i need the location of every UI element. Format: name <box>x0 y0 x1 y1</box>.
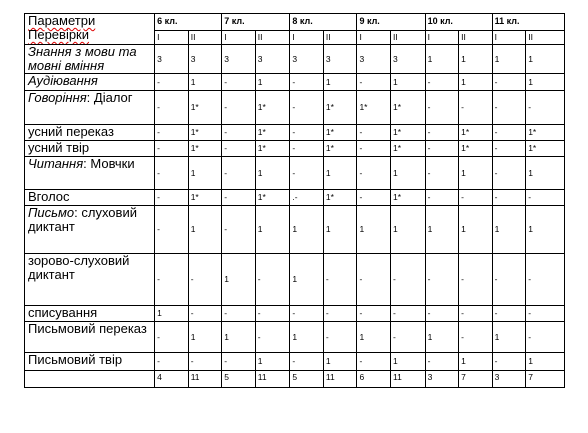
value-cell: 3 <box>255 45 290 74</box>
value-cell: - <box>222 91 256 125</box>
value-cell: 1 <box>492 45 526 74</box>
table-row <box>25 206 565 254</box>
value-cell: 1 <box>425 206 459 254</box>
value-cell: 1 <box>255 353 290 371</box>
value-cell: 3 <box>323 45 357 74</box>
value-cell: - <box>222 157 256 190</box>
param-header-label: Параметри Перевірки <box>28 13 96 42</box>
value-cell: 1 <box>222 254 256 306</box>
test-parameters-table <box>24 13 565 388</box>
value-cell: - <box>391 306 426 322</box>
semester-header-cell: I <box>155 31 189 45</box>
value-cell: - <box>492 353 526 371</box>
value-cell: - <box>492 254 526 306</box>
semester-header-cell: II <box>323 31 357 45</box>
value-cell: - <box>459 254 493 306</box>
table-row <box>25 141 565 157</box>
value-cell: 1 <box>459 206 493 254</box>
value-cell: - <box>155 322 189 353</box>
value-cell: 1* <box>357 91 391 125</box>
value-cell: - <box>155 353 189 371</box>
value-cell: - <box>425 157 459 190</box>
value-cell: - <box>222 190 256 206</box>
value-cell: - <box>290 306 324 322</box>
row-label <box>25 371 155 388</box>
value-cell: 1 <box>492 322 526 353</box>
value-cell: - <box>255 306 290 322</box>
value-cell: - <box>459 322 493 353</box>
value-cell: 1* <box>323 190 357 206</box>
value-cell: - <box>188 353 222 371</box>
grade-8-header: 8 кл. <box>290 14 357 31</box>
value-cell: - <box>492 91 526 125</box>
row-label <box>25 254 155 306</box>
value-cell: - <box>155 190 189 206</box>
total-cell: 5 <box>290 371 324 388</box>
value-cell: - <box>526 254 565 306</box>
table-row <box>25 91 565 125</box>
value-cell: 1* <box>255 190 290 206</box>
semester-header-cell: I <box>425 31 459 45</box>
total-cell: 11 <box>255 371 290 388</box>
table-row <box>25 322 565 353</box>
value-cell: 1* <box>459 125 493 141</box>
value-cell: 1 <box>526 74 565 91</box>
value-cell: 1 <box>323 157 357 190</box>
row-label-text: Письмовий переказ <box>28 321 147 336</box>
value-cell: - <box>290 141 324 157</box>
value-cell: 1 <box>459 45 493 74</box>
value-cell: - <box>357 157 391 190</box>
value-cell: 1 <box>459 74 493 91</box>
value-cell: - <box>492 74 526 91</box>
value-cell: 1 <box>222 322 256 353</box>
value-cell: - <box>222 353 256 371</box>
value-cell: 1 <box>323 206 357 254</box>
semester-header-cell: II <box>255 31 290 45</box>
row-label-text: Аудіювання <box>28 73 98 88</box>
total-cell: 7 <box>459 371 493 388</box>
value-cell: - <box>357 125 391 141</box>
value-cell: - <box>323 322 357 353</box>
table-row <box>25 371 565 388</box>
row-label-text: усний переказ <box>28 124 114 139</box>
value-cell: 1 <box>188 74 222 91</box>
value-cell: - <box>357 74 391 91</box>
value-cell: 1 <box>290 206 324 254</box>
value-cell: - <box>425 125 459 141</box>
value-cell: 3 <box>357 45 391 74</box>
value-cell: 1 <box>425 322 459 353</box>
semester-header-cell: I <box>222 31 256 45</box>
value-cell: 1* <box>323 125 357 141</box>
value-cell: 1 <box>391 157 426 190</box>
row-label <box>25 190 155 206</box>
value-cell: - <box>357 141 391 157</box>
row-label <box>25 91 155 125</box>
value-cell: 3 <box>222 45 256 74</box>
param-header-cell <box>25 14 155 45</box>
value-cell: - <box>492 306 526 322</box>
value-cell: - <box>255 322 290 353</box>
table-row <box>25 353 565 371</box>
total-cell: 11 <box>188 371 222 388</box>
value-cell: 3 <box>155 45 189 74</box>
value-cell: - <box>526 306 565 322</box>
total-cell: 5 <box>222 371 256 388</box>
semester-header-cell: II <box>188 31 222 45</box>
semester-header-cell: I <box>290 31 324 45</box>
value-cell: 1* <box>188 125 222 141</box>
value-cell: 1 <box>526 206 565 254</box>
total-cell: 4 <box>155 371 189 388</box>
semester-header-cell: II <box>391 31 426 45</box>
value-cell: 1 <box>391 74 426 91</box>
value-cell: 1* <box>255 125 290 141</box>
table-row <box>25 125 565 141</box>
table-row <box>25 306 565 322</box>
row-label <box>25 206 155 254</box>
row-label <box>25 125 155 141</box>
row-label <box>25 306 155 322</box>
total-cell: 11 <box>391 371 426 388</box>
row-label-text: Вголос <box>28 189 70 204</box>
value-cell: - <box>290 74 324 91</box>
value-cell: - <box>492 125 526 141</box>
grade-6-header: 6 кл. <box>155 14 222 31</box>
row-label-text: Говоріння <box>28 90 87 105</box>
row-label-text: Читання <box>28 156 84 171</box>
total-cell: 7 <box>526 371 565 388</box>
value-cell: 1 <box>290 322 324 353</box>
value-cell: - <box>526 91 565 125</box>
row-label-text: зорово-слуховий диктант <box>28 253 130 282</box>
value-cell: 3 <box>188 45 222 74</box>
value-cell: - <box>222 74 256 91</box>
row-label <box>25 74 155 91</box>
row-label <box>25 45 155 74</box>
value-cell: 1* <box>526 125 565 141</box>
semester-header-cell: I <box>492 31 526 45</box>
value-cell: 1 <box>459 157 493 190</box>
value-cell: - <box>222 306 256 322</box>
value-cell: 1 <box>526 45 565 74</box>
value-cell: - <box>425 353 459 371</box>
value-cell: 1 <box>357 322 391 353</box>
value-cell: - <box>290 157 324 190</box>
value-cell: - <box>255 254 290 306</box>
grade-9-header: 9 кл. <box>357 14 425 31</box>
grade-10-header: 10 кл. <box>425 14 492 31</box>
value-cell: 1 <box>255 157 290 190</box>
total-cell: 6 <box>357 371 391 388</box>
value-cell: - <box>357 353 391 371</box>
value-cell: - <box>459 190 493 206</box>
row-label-text: списування <box>28 305 98 320</box>
value-cell: - <box>155 254 189 306</box>
value-cell: 1 <box>188 206 222 254</box>
value-cell: - <box>188 306 222 322</box>
row-label <box>25 157 155 190</box>
value-cell: - <box>526 322 565 353</box>
value-cell: 1* <box>323 91 357 125</box>
value-cell: - <box>357 190 391 206</box>
total-cell: 11 <box>323 371 357 388</box>
semester-header-cell: II <box>459 31 493 45</box>
value-cell: - <box>425 141 459 157</box>
value-cell: - <box>492 190 526 206</box>
value-cell: 1* <box>188 91 222 125</box>
table-row <box>25 157 565 190</box>
value-cell: 1 <box>391 353 426 371</box>
value-cell: 1 <box>323 353 357 371</box>
value-cell: 1* <box>391 141 426 157</box>
value-cell: 1 <box>255 206 290 254</box>
row-label-text: : Мовчки <box>83 156 135 171</box>
value-cell: - <box>492 141 526 157</box>
value-cell: - <box>526 190 565 206</box>
value-cell: - <box>425 91 459 125</box>
value-cell: 1* <box>188 190 222 206</box>
value-cell: 1* <box>255 91 290 125</box>
value-cell: 1 <box>155 306 189 322</box>
total-cell: 3 <box>492 371 526 388</box>
value-cell: 1* <box>391 125 426 141</box>
value-cell: - <box>357 254 391 306</box>
row-label-text: Знання з мови та мовні вміння <box>28 44 137 73</box>
semester-header-cell: I <box>357 31 391 45</box>
value-cell: 1* <box>255 141 290 157</box>
value-cell: - <box>188 254 222 306</box>
value-cell: - <box>155 141 189 157</box>
value-cell: - <box>425 254 459 306</box>
value-cell: - <box>459 306 493 322</box>
value-cell: - <box>290 91 324 125</box>
value-cell: - <box>492 157 526 190</box>
table-row <box>25 190 565 206</box>
total-cell: 3 <box>425 371 459 388</box>
value-cell: - <box>222 125 256 141</box>
value-cell: - <box>425 190 459 206</box>
value-cell: 1* <box>188 141 222 157</box>
value-cell: 1 <box>526 157 565 190</box>
value-cell: 3 <box>290 45 324 74</box>
value-cell: 1 <box>425 45 459 74</box>
value-cell: - <box>290 125 324 141</box>
value-cell: 1 <box>391 206 426 254</box>
grade-7-header: 7 кл. <box>222 14 290 31</box>
value-cell: - <box>357 306 391 322</box>
grade-11-header: 11 кл. <box>492 14 564 31</box>
row-label-text: усний твір <box>28 140 90 155</box>
value-cell: - <box>391 322 426 353</box>
row-label-text: Письмо <box>28 205 75 220</box>
value-cell: - <box>155 125 189 141</box>
value-cell: 1* <box>391 190 426 206</box>
grade-header-row <box>25 14 565 31</box>
value-cell: - <box>323 254 357 306</box>
value-cell: 3 <box>391 45 426 74</box>
semester-header-cell: II <box>526 31 565 45</box>
row-label-text: Письмовий твір <box>28 352 123 367</box>
value-cell: 1* <box>323 141 357 157</box>
table-row <box>25 74 565 91</box>
value-cell: - <box>155 206 189 254</box>
row-label <box>25 322 155 353</box>
value-cell: 1* <box>526 141 565 157</box>
value-cell: .- <box>290 190 324 206</box>
row-label-text: : Діалог <box>86 90 133 105</box>
value-cell: - <box>425 74 459 91</box>
value-cell: - <box>155 74 189 91</box>
value-cell: 1 <box>290 254 324 306</box>
table-row <box>25 254 565 306</box>
value-cell: 1 <box>323 74 357 91</box>
value-cell: 1 <box>357 206 391 254</box>
value-cell: 1 <box>188 322 222 353</box>
value-cell: 1 <box>492 206 526 254</box>
row-label <box>25 141 155 157</box>
value-cell: - <box>290 353 324 371</box>
row-label <box>25 353 155 371</box>
value-cell: 1 <box>255 74 290 91</box>
value-cell: 1 <box>526 353 565 371</box>
value-cell: - <box>222 141 256 157</box>
value-cell: - <box>459 91 493 125</box>
value-cell: 1 <box>459 353 493 371</box>
value-cell: - <box>155 157 189 190</box>
table-row <box>25 45 565 74</box>
value-cell: - <box>391 254 426 306</box>
value-cell: - <box>222 206 256 254</box>
value-cell: - <box>323 306 357 322</box>
value-cell: 1* <box>459 141 493 157</box>
value-cell: 1 <box>188 157 222 190</box>
value-cell: - <box>155 91 189 125</box>
value-cell: - <box>425 306 459 322</box>
row-label-text: : слуховий диктант <box>28 205 137 234</box>
value-cell: 1* <box>391 91 426 125</box>
